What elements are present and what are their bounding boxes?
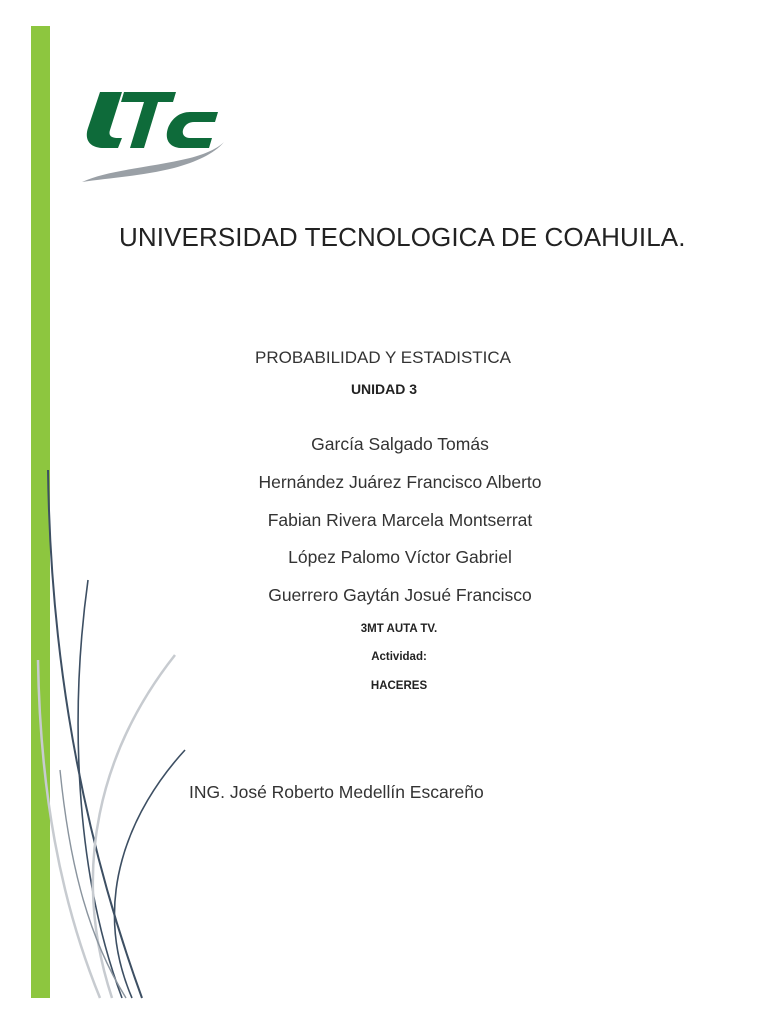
student-name: García Salgado Tomás — [311, 434, 489, 454]
group-label: 3MT AUTA TV. — [360, 623, 438, 635]
student-name: Guerrero Gaytán Josué Francisco — [268, 585, 532, 605]
student-name: López Palomo Víctor Gabriel — [288, 547, 512, 567]
teacher-name: ING. José Roberto Medellín Escareño — [189, 782, 484, 802]
activity-name: HACERES — [370, 680, 428, 692]
unit-label: UNIDAD 3 — [350, 381, 418, 397]
university-title: UNIVERSIDAD TECNOLOGICA DE COAHUILA. — [119, 222, 686, 252]
activity-label: Actividad: — [371, 651, 427, 663]
subject-title: PROBABILIDAD Y ESTADISTICA — [254, 348, 512, 367]
student-name: Fabian Rivera Marcela Montserrat — [267, 510, 533, 530]
student-name: Hernández Juárez Francisco Alberto — [258, 472, 542, 492]
decorative-swirl-lines — [30, 470, 200, 1000]
utc-logo — [78, 84, 228, 188]
